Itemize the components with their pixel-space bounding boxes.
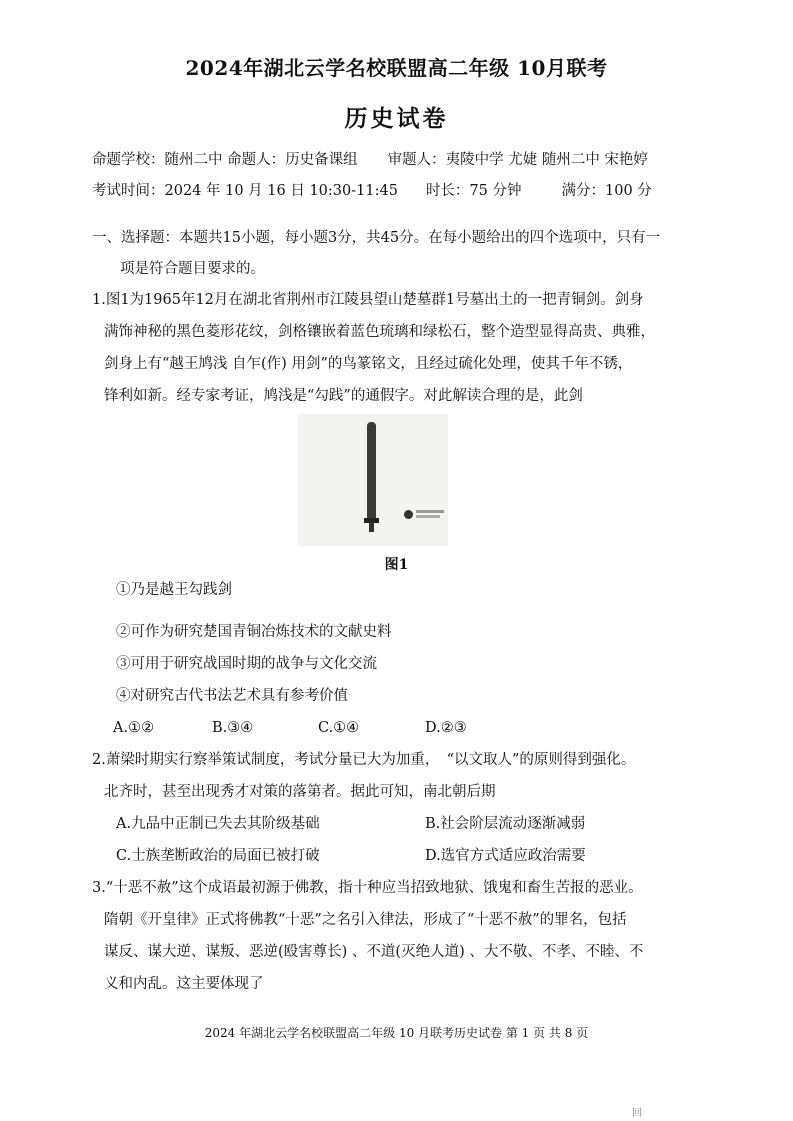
museum-stamp-mark [416,510,444,513]
q3-line: 隋朝《开皇律》正式将佛教“十恶”之名引入律法，形成了“十恶不赦”的罪名，包括 [104,912,627,928]
q2-line: 2.萧梁时期实行察举策试制度，考试分量已大为加重， “以文取人”的原则得到强化。 [92,752,636,768]
q1-option-d: D.②③ [425,720,467,736]
figure-caption: 图1 [384,557,409,573]
q2-line: 北齐时，甚至出现秀才对策的落第者。据此可知，南北朝后期 [104,784,496,800]
bronze-sword-figure [298,414,448,546]
q1-item: ①乃是越王勾践剑 [116,582,232,598]
corner-mark: 回 [632,1108,642,1119]
sword-blade [367,422,376,520]
museum-stamp-mark [416,515,440,518]
meta-duration: 时长：75 分钟 [425,183,522,199]
q1-option-b: B.③④ [212,720,254,736]
q1-item: ②可作为研究楚国青铜冶炼技术的文献史料 [116,624,392,640]
q3-line: 谋反、谋大逆、谋叛、恶逆(殴害尊长) 、不道(灭绝人道) 、大不敬、不孝、不睦、不 [104,944,644,960]
q3-line: 义和内乱。这主要体现了 [104,976,264,992]
q1-item: ③可用于研究战国时期的战争与文化交流 [116,656,377,672]
exam-subject: 历史试卷 [344,105,449,132]
q2-option-b: B.社会阶层流动逐渐减弱 [425,816,586,832]
q2-option-d: D.选官方式适应政治需要 [425,848,586,864]
q3-line: 3.“十恶不赦”这个成语最初源于佛教，指十种应当招致地狱、饿鬼和畜生苦报的恶业。 [92,880,643,896]
museum-stamp-icon [404,510,413,519]
section-heading-line1: 一、选择题：本题共15小题，每小题3分，共45分。在每小题给出的四个选项中，只有一 [92,230,661,246]
section-heading-line2: 项是符合题目要求的。 [120,261,265,277]
meta-reviewer: 审题人：夷陵中学 尤婕 随州二中 宋艳婷 [387,152,648,168]
meta-row-1 [92,150,648,170]
meta-time: 考试时间：2024 年 10 月 16 日 10:30-11:45 [92,183,398,199]
q1-line: 1.图1为1965年12月在湖北省荆州市江陵县望山楚墓群1号墓出土的一把青铜剑。剑身 [92,292,644,308]
meta-row-2 [92,181,652,201]
q1-option-a: A.①② [113,720,155,736]
q1-line: 满饰神秘的黑色菱形花纹，剑格镶嵌着蓝色琉璃和绿松石，整个造型显得高贵、典雅， [104,324,655,340]
q1-line: 锋利如新。经专家考证，鸠浅是“勾践”的通假字。对此解读合理的是，此剑 [104,388,583,404]
q1-option-c: C.①④ [318,720,360,736]
q2-option-a: A.九品中正制已失去其阶级基础 [116,816,320,832]
meta-school: 命题学校：随州二中 命题人：历史备课组 [92,152,358,168]
meta-score: 满分：100 分 [561,183,652,199]
exam-title: 2024年湖北云学名校联盟高二年级 10月联考 [185,56,608,80]
q2-option-c: C.士族垄断政治的局面已被打破 [116,848,320,864]
page-footer: 2024 年湖北云学名校联盟高二年级 10 月联考历史试卷 第 1 页 共 8 页 [204,1026,589,1040]
q1-line: 剑身上有“越王鸠浅 自乍(作) 用剑”的鸟篆铭文，且经过硫化处理，使其千年不锈， [104,356,633,372]
sword-hilt [369,522,374,532]
q1-item: ④对研究古代书法艺术具有参考价值 [116,688,348,704]
